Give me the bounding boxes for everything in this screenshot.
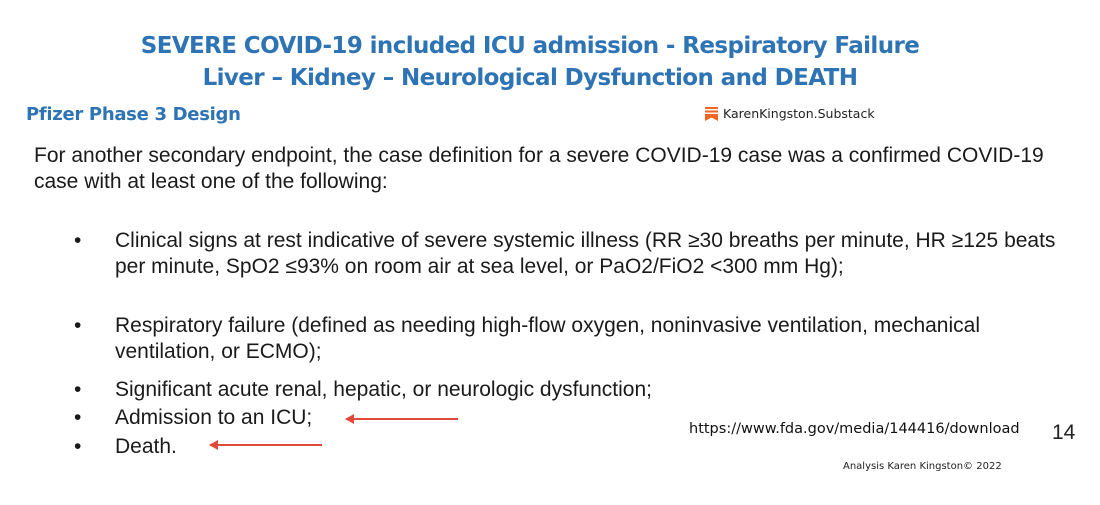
bullet-marker: • xyxy=(74,406,82,429)
bullet-marker: • xyxy=(74,435,82,458)
substack-attribution xyxy=(705,106,875,121)
criteria-item-organ-dysfunction: Significant acute renal, hepatic, or neurologic dysfunction; xyxy=(115,378,652,401)
criteria-item-respiratory-failure: Respiratory failure (defined as needing high-flow oxygen, noninvasive ventilation, mechanical ventilation, or ECMO); xyxy=(115,314,980,363)
substack-logo-icon xyxy=(705,107,718,121)
arrow-death-icon xyxy=(210,444,322,446)
page-number: 14 xyxy=(1052,421,1076,444)
bullet-marker: • xyxy=(74,314,82,337)
criteria-item-clinical-signs: Clinical signs at rest indicative of severe systemic illness (RR ≥30 breaths per minute, HR ≥125 beats per minute, SpO2 ≤93% on room air at sea level, or PaO2/FiO2 <300 mm Hg); xyxy=(115,229,1056,278)
criteria-item-death: Death. xyxy=(115,435,177,458)
bullet-marker: • xyxy=(74,378,82,401)
criteria-item-icu-admission: Admission to an ICU; xyxy=(115,406,313,429)
substack-label: KarenKingston.Substack xyxy=(723,106,875,121)
bullet-marker: • xyxy=(74,229,82,252)
source-url: https://www.fda.gov/media/144416/download xyxy=(689,421,1020,437)
slide-title-line-2: Liver – Kidney – Neurological Dysfunction and DEATH xyxy=(202,65,858,91)
analysis-credit: Analysis Karen Kingston© 2022 xyxy=(843,461,1002,472)
intro-paragraph: For another secondary endpoint, the case definition for a severe COVID-19 case was a confirmed COVID-19 case with at least one of the following: xyxy=(34,144,1044,193)
slide-subtitle: Pfizer Phase 3 Design xyxy=(26,104,241,125)
arrow-icu-icon xyxy=(346,418,458,420)
slide-title-line-1: SEVERE COVID-19 included ICU admission - Respiratory Failure xyxy=(140,33,920,59)
